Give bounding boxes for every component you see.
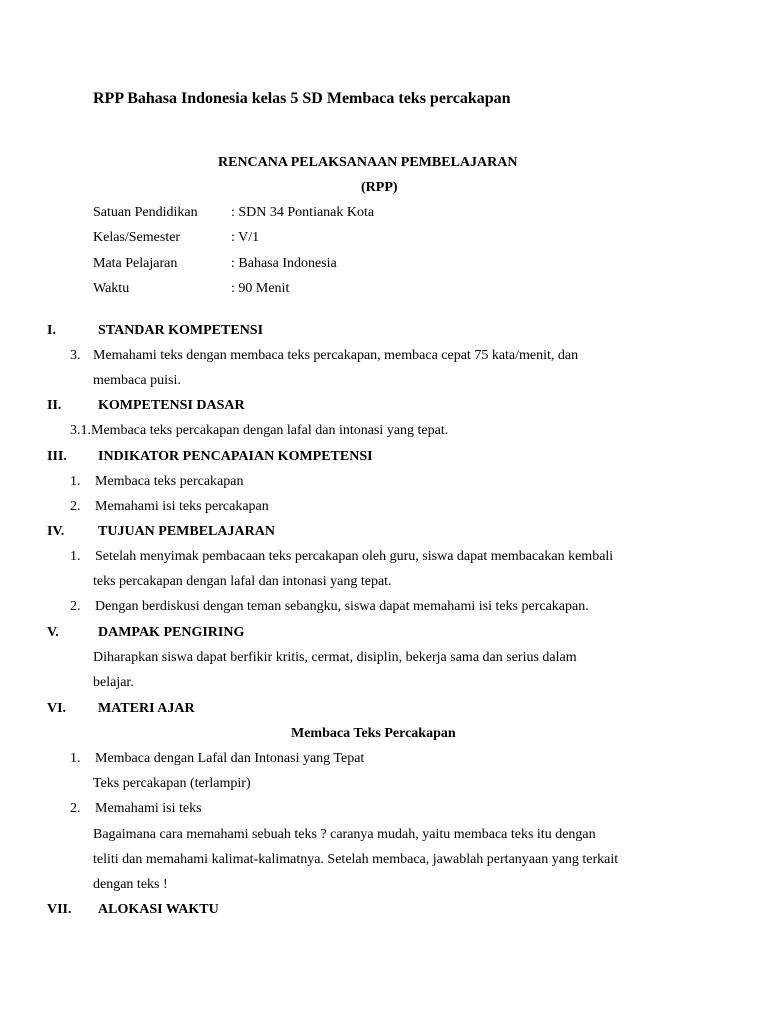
paragraph-text: Diharapkan siswa dapat berfikir kritis, cermat, disiplin, bekerja sama dan serius dalam (93, 650, 577, 665)
identity-label: Waktu (93, 281, 130, 296)
section-numeral: II. (47, 398, 62, 413)
paragraph-text: dengan teks ! (93, 877, 168, 892)
identity-value: : V/1 (231, 230, 260, 245)
section-title: ALOKASI WAKTU (98, 902, 219, 917)
section-numeral: VII. (47, 902, 72, 917)
section-numeral: V. (47, 625, 59, 640)
list-item-text: Membaca teks percakapan (95, 474, 244, 489)
section-numeral: I. (47, 323, 56, 338)
paragraph-text: belajar. (93, 675, 134, 690)
section-title: STANDAR KOMPETENSI (98, 323, 264, 338)
identity-label: Mata Pelajaran (93, 256, 178, 271)
list-item-text: Memahami isi teks percakapan (95, 499, 269, 514)
section-numeral: VI. (47, 701, 67, 716)
rpp-subheading: (RPP) (361, 180, 398, 195)
identity-value: : Bahasa Indonesia (231, 256, 337, 271)
list-item-text: 3.1.Membaca teks percakapan dengan lafal dan intonasi yang tepat. (70, 423, 449, 438)
identity-label: Satuan Pendidikan (93, 205, 198, 220)
section-title: INDIKATOR PENCAPAIAN KOMPETENSI (98, 449, 373, 464)
section-title: KOMPETENSI DASAR (98, 398, 245, 413)
document-title: RPP Bahasa Indonesia kelas 5 SD Membaca teks percakapan (93, 90, 511, 107)
list-number: 1. (70, 751, 81, 766)
section-title: TUJUAN PEMBELAJARAN (98, 524, 275, 539)
list-item-text: teks percakapan dengan lafal dan intonasi yang tepat. (93, 574, 392, 589)
identity-label: Kelas/Semester (93, 230, 181, 245)
section-numeral: IV. (47, 524, 65, 539)
identity-value: : 90 Menit (231, 281, 290, 296)
list-item-text: Setelah menyimak pembacaan teks percakapan oleh guru, siswa dapat membacakan kembali (95, 549, 614, 564)
identity-value: : SDN 34 Pontianak Kota (231, 205, 375, 220)
list-number: 2. (70, 801, 81, 816)
section-title: DAMPAK PENGIRING (98, 625, 245, 640)
list-number: 1. (70, 474, 81, 489)
list-item-text: Teks percakapan (terlampir) (93, 776, 251, 791)
list-item-text: Memahami teks dengan membaca teks percakapan, membaca cepat 75 kata/menit, dan (93, 348, 579, 363)
list-number: 1. (70, 549, 81, 564)
list-item-text: Dengan berdiskusi dengan teman sebangku, siswa dapat memahami isi teks percakapan. (95, 599, 589, 614)
section-numeral: III. (47, 449, 67, 464)
list-item-text: Memahami isi teks (95, 801, 202, 816)
paragraph-text: Bagaimana cara memahami sebuah teks ? caranya mudah, yaitu membaca teks itu dengan (93, 827, 596, 842)
rpp-heading: RENCANA PELAKSANAAN PEMBELAJARAN (218, 155, 518, 170)
list-item-text: Membaca dengan Lafal dan Intonasi yang Tepat (95, 751, 365, 766)
material-subtitle: Membaca Teks Percakapan (291, 726, 456, 741)
section-title: MATERI AJAR (98, 701, 195, 716)
list-number: 2. (70, 499, 81, 514)
list-number: 3. (70, 348, 81, 363)
paragraph-text: teliti dan memahami kalimat-kalimatnya. Setelah membaca, jawablah pertanyaan yang terkait (93, 852, 619, 867)
list-item-text: membaca puisi. (93, 373, 181, 388)
list-number: 2. (70, 599, 81, 614)
